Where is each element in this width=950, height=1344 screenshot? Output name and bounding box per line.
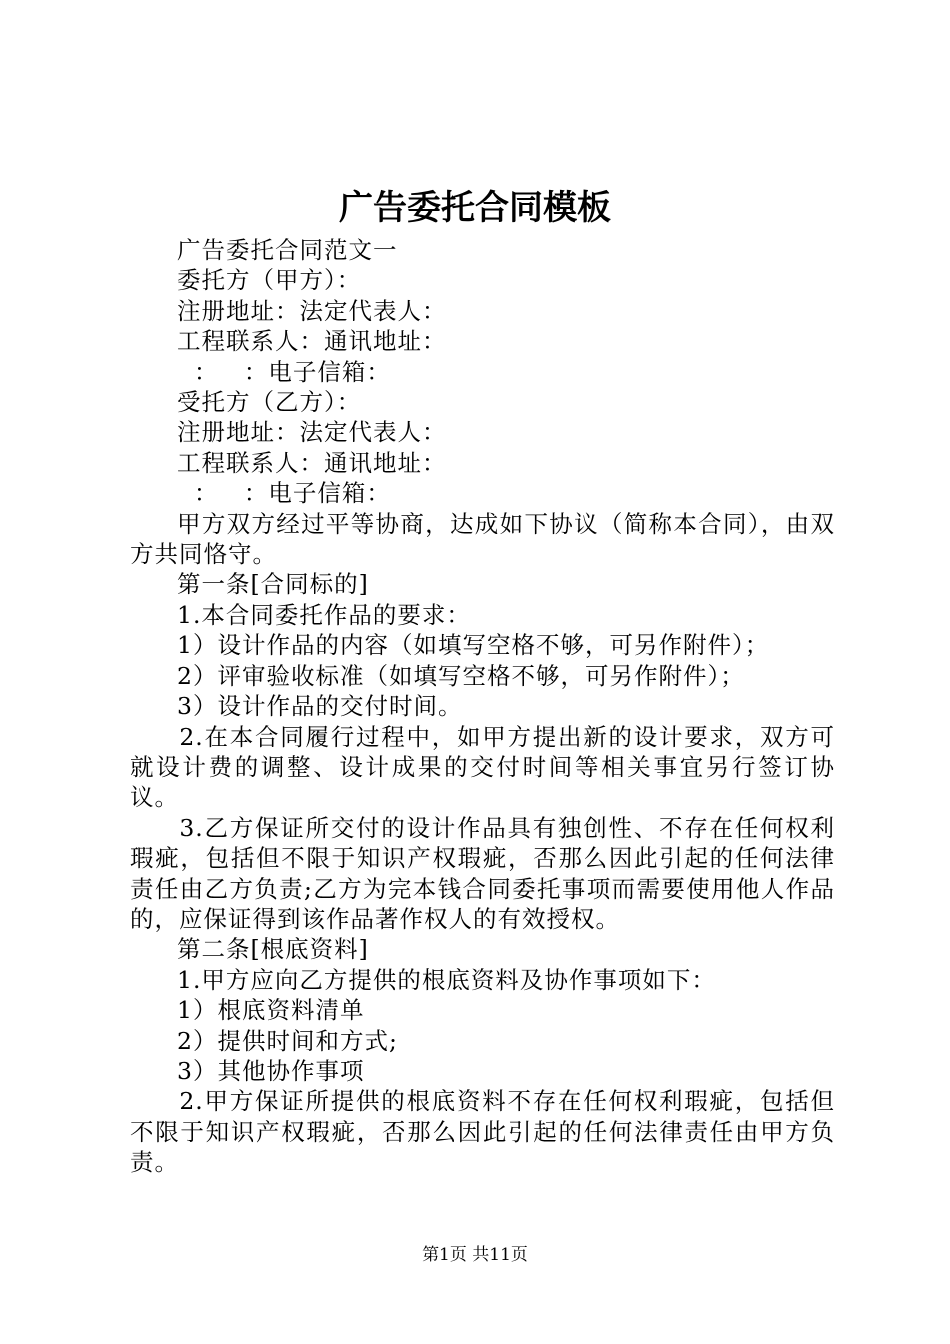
- paragraph-article-1-item-3: 3.乙方保证所交付的设计作品具有独创性、不存在任何权利瑕疵，包括但不限于知识产权瑕疵，否那么因此引起的任何法律责任由乙方负责;乙方为完本钱合同委托事项而需要使用他人作品的，应保证得到该作品著作权人的有效授权。: [130, 813, 835, 933]
- paragraph-article-1-sub-2: 2）评审验收标准（如填写空格不够，可另作附件）；: [177, 661, 745, 690]
- paragraph-article-1-item-2: 2.在本合同履行过程中，如甲方提出新的设计要求，双方可就设计费的调整、设计成果的交付时间等相关事宜另行签订协议。: [130, 722, 835, 812]
- page-footer: 第1页 共11页: [422, 1245, 528, 1265]
- paragraph-party-a: 委托方（甲方）：: [177, 266, 362, 295]
- paragraph-article-2-heading: 第二条[根底资料]: [177, 935, 369, 964]
- paragraph-article-2-item-1: 1.甲方应向乙方提供的根底资料及协作事项如下：: [177, 965, 716, 994]
- paragraph-party-a-email: ： ：电子信箱：: [177, 357, 391, 386]
- document-title: 广告委托合同模板: [339, 188, 611, 228]
- paragraph-party-b-address: 注册地址：法定代表人：: [177, 418, 447, 447]
- paragraph-party-b-contact: 工程联系人：通讯地址：: [177, 448, 447, 477]
- paragraph-party-b-email: ： ：电子信箱：: [177, 479, 391, 508]
- paragraph-article-1-item-1: 1.本合同委托作品的要求：: [177, 600, 471, 629]
- paragraph-article-2-sub-3: 3）其他协作事项: [177, 1056, 365, 1085]
- paragraph-article-2-sub-2: 2）提供时间和方式;: [177, 1026, 398, 1055]
- paragraph-party-a-address: 注册地址：法定代表人：: [177, 296, 447, 325]
- paragraph-agreement-intro: 甲方双方经过平等协商，达成如下协议（简称本合同），由双方共同恪守。: [130, 509, 835, 569]
- paragraph-article-1-heading: 第一条[合同标的]: [177, 570, 369, 599]
- paragraph-article-2-item-2: 2.甲方保证所提供的根底资料不存在任何权利瑕疵，包括但不限于知识产权瑕疵，否那么因此引起的任何法律责任由甲方负责。: [130, 1087, 835, 1177]
- paragraph-article-1-sub-3: 3）设计作品的交付时间。: [177, 692, 463, 721]
- paragraph-party-b: 受托方（乙方）：: [177, 388, 362, 417]
- paragraph-heading-sample: 广告委托合同范文一: [177, 236, 398, 264]
- document-body: [130, 235, 835, 1178]
- paragraph-article-1-sub-1: 1）设计作品的内容（如填写空格不够，可另作附件）；: [177, 631, 770, 660]
- paragraph-article-2-sub-1: 1）根底资料清单: [177, 996, 365, 1025]
- paragraph-party-a-contact: 工程联系人：通讯地址：: [177, 327, 447, 356]
